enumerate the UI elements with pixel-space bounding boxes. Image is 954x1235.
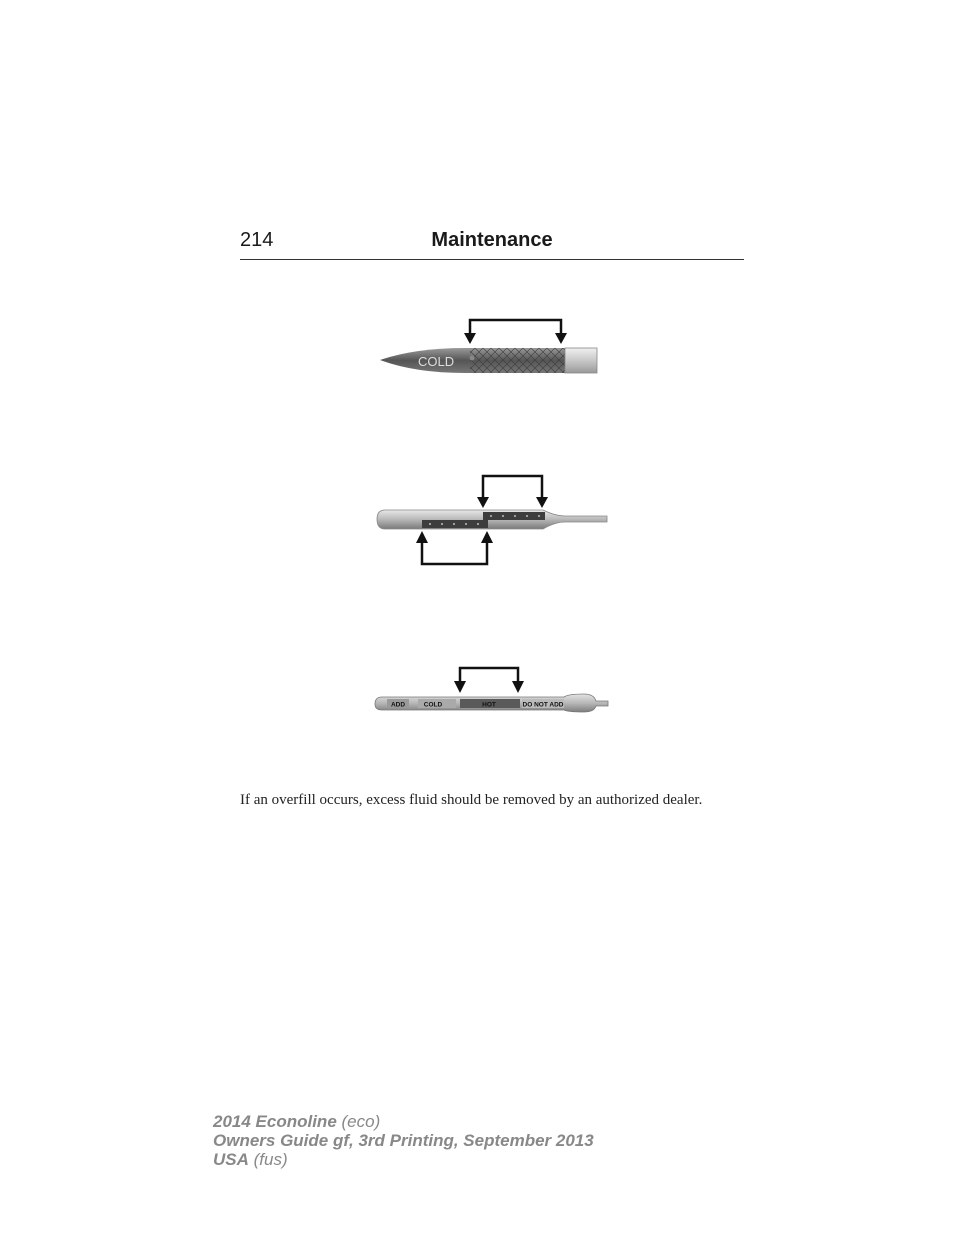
do-not-add-label: DO NOT ADD: [522, 701, 564, 709]
cold-range-bracket: [422, 542, 487, 564]
dipstick-figure-3: [372, 664, 612, 720]
footer-region: USA: [213, 1150, 249, 1169]
footer-region-code: (fus): [248, 1150, 288, 1169]
page-footer: [213, 1112, 594, 1169]
arrow-down-right: [512, 681, 524, 693]
overfill-paragraph: If an overfill occurs, excess fluid should be removed by an authorized dealer.: [240, 792, 703, 808]
hot-range-bracket: [483, 476, 542, 498]
footer-line-2: [213, 1131, 594, 1150]
add-label: ADD: [390, 701, 406, 709]
arrow-down-right: [536, 497, 548, 508]
footer-line-1: [213, 1112, 594, 1131]
footer-guide: Owners Guide gf, 3rd Printing, September 2013: [213, 1131, 594, 1150]
cold-label: COLD: [423, 701, 443, 709]
dipstick-handle: [565, 348, 597, 373]
hot-label: HOT: [482, 701, 496, 709]
arrow-up-left: [416, 531, 428, 543]
footer-model: 2014 Econoline: [213, 1112, 337, 1131]
section-title: Maintenance: [431, 229, 553, 251]
level-dot: [470, 356, 475, 361]
hatched-zone: [470, 348, 565, 373]
arrow-down-left: [454, 681, 466, 693]
arrow-down-left: [477, 497, 489, 508]
arrow-down-left: [464, 333, 476, 344]
arrow-down-right: [555, 333, 567, 344]
range-bracket: [470, 320, 561, 334]
footer-model-code: (eco): [336, 1112, 381, 1131]
header-rule: [240, 259, 744, 260]
range-bracket: [460, 668, 518, 682]
page-number: 214: [240, 229, 274, 251]
cold-label: COLD: [418, 354, 455, 369]
dipstick-figure-1: [375, 312, 605, 380]
footer-line-3: [213, 1150, 594, 1169]
arrow-up-right: [481, 531, 493, 543]
dipstick-figure-2: [375, 472, 611, 568]
